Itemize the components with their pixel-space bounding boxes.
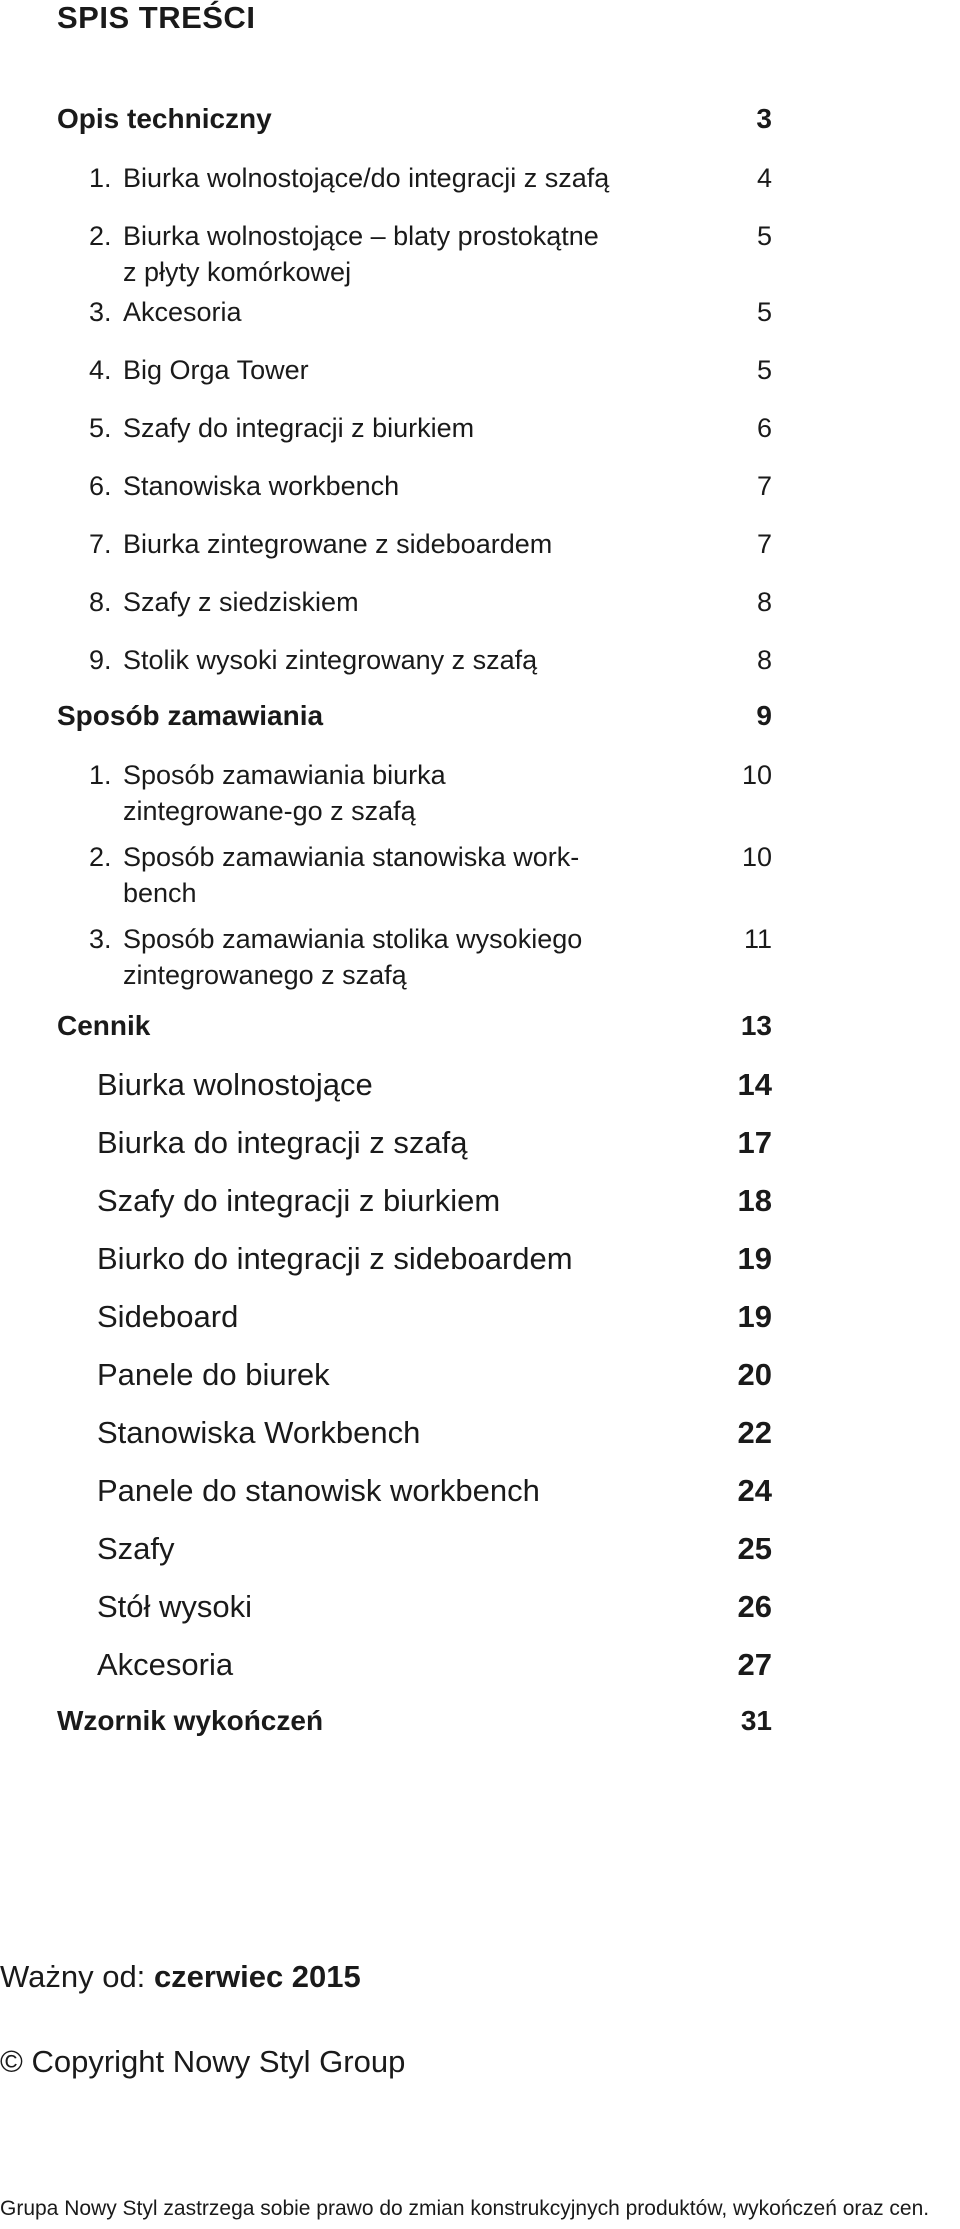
item-number: 1.	[89, 163, 112, 193]
item-label: Sposób zamawiania biurka zintegrowane-go z szafą	[123, 760, 446, 826]
item-label: Stanowiska workbench	[123, 471, 400, 501]
toc-item[interactable]	[57, 757, 772, 829]
item-label: Sposób zamawiania stanowiska work-bench	[123, 842, 580, 908]
item-page: 5	[756, 221, 772, 251]
item-label: Sposób zamawiania stolika wysokiego zintegrowanego z szafą	[123, 924, 583, 990]
item-label: Sideboard	[97, 1299, 239, 1334]
toc-item[interactable]	[57, 642, 772, 678]
item-page: 8	[756, 645, 772, 675]
disclaimer: Grupa Nowy Styl zastrzega sobie prawo do zmian konstrukcyjnych produktów, wykończeń oraz cen.	[0, 2197, 930, 2220]
toc-price-item[interactable]	[57, 1589, 772, 1625]
item-page: 5	[756, 297, 772, 327]
item-page: 10	[741, 760, 772, 790]
toc-price-item[interactable]	[57, 1415, 772, 1451]
item-number: 2.	[89, 842, 112, 872]
item-page: 7	[756, 529, 772, 559]
item-label: Biurka do integracji z szafą	[97, 1125, 468, 1160]
toc-section-sposob-zamawiania[interactable]	[57, 700, 772, 732]
item-label: Panele do biurek	[97, 1357, 330, 1392]
item-number: 5.	[89, 413, 112, 443]
toc-section-opis-techniczny[interactable]	[57, 103, 772, 135]
toc-item[interactable]	[57, 218, 772, 290]
item-page: 18	[737, 1183, 772, 1218]
item-label: Biurko do integracji z sideboardem	[97, 1241, 573, 1276]
toc-price-item[interactable]	[57, 1067, 772, 1103]
item-number: 9.	[89, 645, 112, 675]
item-page: 8	[756, 587, 772, 617]
item-page: 19	[737, 1299, 772, 1334]
toc-section-cennik[interactable]	[57, 1010, 772, 1042]
item-label: Szafy	[97, 1531, 175, 1566]
item-page: 11	[743, 924, 772, 954]
item-label: Stolik wysoki zintegrowany z szafą	[123, 645, 538, 675]
toc-price-item[interactable]	[57, 1299, 772, 1335]
section-title: Sposób zamawiania	[57, 700, 324, 731]
item-number: 3.	[89, 297, 112, 327]
item-label: Stanowiska Workbench	[97, 1415, 421, 1450]
item-label: Biurka wolnostojące – blaty prostokątne z płyty komórkowej	[123, 221, 599, 287]
item-number: 3.	[89, 924, 112, 954]
item-page: 24	[737, 1473, 772, 1508]
toc-item[interactable]	[57, 352, 772, 388]
item-number: 2.	[89, 221, 112, 251]
item-number: 7.	[89, 529, 112, 559]
item-page: 7	[756, 471, 772, 501]
toc-section-wzornik-wykonczen[interactable]	[57, 1705, 772, 1737]
item-page: 25	[737, 1531, 772, 1566]
item-page: 19	[737, 1241, 772, 1276]
toc-price-item[interactable]	[57, 1125, 772, 1161]
toc-item[interactable]	[57, 921, 772, 993]
item-page: 22	[737, 1415, 772, 1450]
toc-item[interactable]	[57, 839, 772, 911]
item-label: Szafy do integracji z biurkiem	[123, 413, 475, 443]
valid-from	[0, 1959, 361, 1995]
toc-item[interactable]	[57, 294, 772, 330]
section-title: Wzornik wykończeń	[57, 1705, 324, 1736]
item-page: 26	[737, 1589, 772, 1624]
item-page: 27	[737, 1647, 772, 1682]
toc-price-item[interactable]	[57, 1531, 772, 1567]
item-label: Stół wysoki	[97, 1589, 253, 1624]
item-label: Szafy z siedziskiem	[123, 587, 359, 617]
item-label: Akcesoria	[123, 297, 242, 327]
item-page: 5	[756, 355, 772, 385]
item-page: 17	[737, 1125, 772, 1160]
section-page: 13	[740, 1010, 772, 1041]
item-number: 6.	[89, 471, 112, 501]
item-number: 8.	[89, 587, 112, 617]
toc-price-item[interactable]	[57, 1473, 772, 1509]
item-label: Panele do stanowisk workbench	[97, 1473, 540, 1508]
toc-item[interactable]	[57, 160, 772, 196]
item-label: Biurka zintegrowane z sideboardem	[123, 529, 553, 559]
item-page: 10	[741, 842, 772, 872]
toc-item[interactable]	[57, 584, 772, 620]
section-title: Cennik	[57, 1010, 151, 1041]
item-page: 20	[737, 1357, 772, 1392]
toc-price-item[interactable]	[57, 1357, 772, 1393]
valid-from-value: czerwiec 2015	[153, 1959, 361, 1994]
section-page: 31	[740, 1705, 772, 1736]
item-page: 14	[737, 1067, 772, 1102]
item-number: 4.	[89, 355, 112, 385]
toc-item[interactable]	[57, 526, 772, 562]
section-page: 9	[756, 700, 772, 731]
item-number: 1.	[89, 760, 112, 790]
page-title: SPIS TREŚCI	[57, 0, 256, 35]
item-page: 6	[756, 413, 772, 443]
copyright: © Copyright Nowy Styl Group	[0, 2044, 406, 2079]
toc-item[interactable]	[57, 468, 772, 504]
section-title: Opis techniczny	[57, 103, 272, 134]
item-label: Szafy do integracji z biurkiem	[97, 1183, 501, 1218]
section-page: 3	[756, 103, 772, 134]
toc-price-item[interactable]	[57, 1183, 772, 1219]
item-label: Big Orga Tower	[123, 355, 309, 385]
toc-price-item[interactable]	[57, 1647, 772, 1683]
toc-item[interactable]	[57, 410, 772, 446]
toc-price-item[interactable]	[57, 1241, 772, 1277]
valid-from-label: Ważny od:	[0, 1959, 146, 1994]
item-label: Biurka wolnostojące	[97, 1067, 373, 1102]
item-label: Akcesoria	[97, 1647, 234, 1682]
item-page: 4	[756, 163, 772, 193]
item-label: Biurka wolnostojące/do integracji z szafą	[123, 163, 610, 193]
